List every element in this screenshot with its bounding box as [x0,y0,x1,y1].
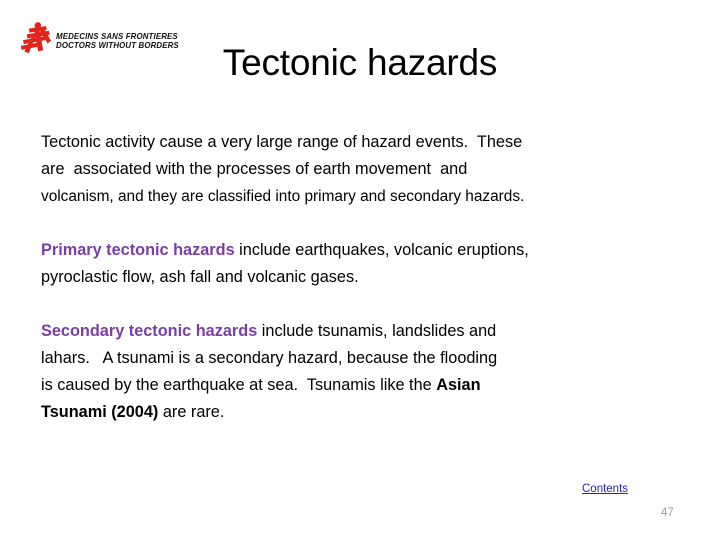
highlighted-term: Primary tectonic hazards [41,241,235,259]
text-line [41,237,691,264]
text-run: Tectonic activity cause a very large range of hazard events. These [41,133,523,151]
text-line [41,156,691,183]
text-run: lahars. A tsunami is a secondary hazard, because the flooding [41,349,498,367]
text-run: include tsunamis, landslides and [257,322,497,340]
text-run: are associated with the processes of earth movement and [41,160,468,178]
text-run: include earthquakes, volcanic eruptions, [234,241,529,259]
text-run: pyroclastic flow, ash fall and volcanic gases. [41,268,359,286]
text-line [41,183,691,210]
paragraph-spacer [41,291,691,318]
text-run: volcanism, and they are classified into primary and secondary hazards. [41,188,525,205]
paragraph-intro [41,129,691,210]
contents-link[interactable]: Contents [582,483,629,495]
slide-body [41,129,691,426]
msf-logo-line-2: DOCTORS WITHOUT BORDERS [56,41,179,51]
text-run: is caused by the earthquake at sea. Tsunamis like the [41,376,437,394]
paragraph-spacer [41,210,691,237]
text-line [41,129,691,156]
text-run: are rare. [158,403,225,421]
msf-logo-line-1: MEDECINS SANS FRONTIERES [56,32,178,41]
bold-term: Asian [436,376,481,394]
page-number: 47 [661,507,674,519]
text-line [41,399,691,426]
text-line [41,318,691,345]
paragraph-secondary-hazards [41,318,691,426]
page-title: Tectonic hazards [222,42,498,83]
paragraph-primary-hazards [41,237,691,291]
text-line [41,372,691,399]
highlighted-term: Secondary tectonic hazards [41,322,258,340]
bold-term: Tsunami (2004) [41,403,159,421]
text-line [41,264,691,291]
text-line [41,345,691,372]
